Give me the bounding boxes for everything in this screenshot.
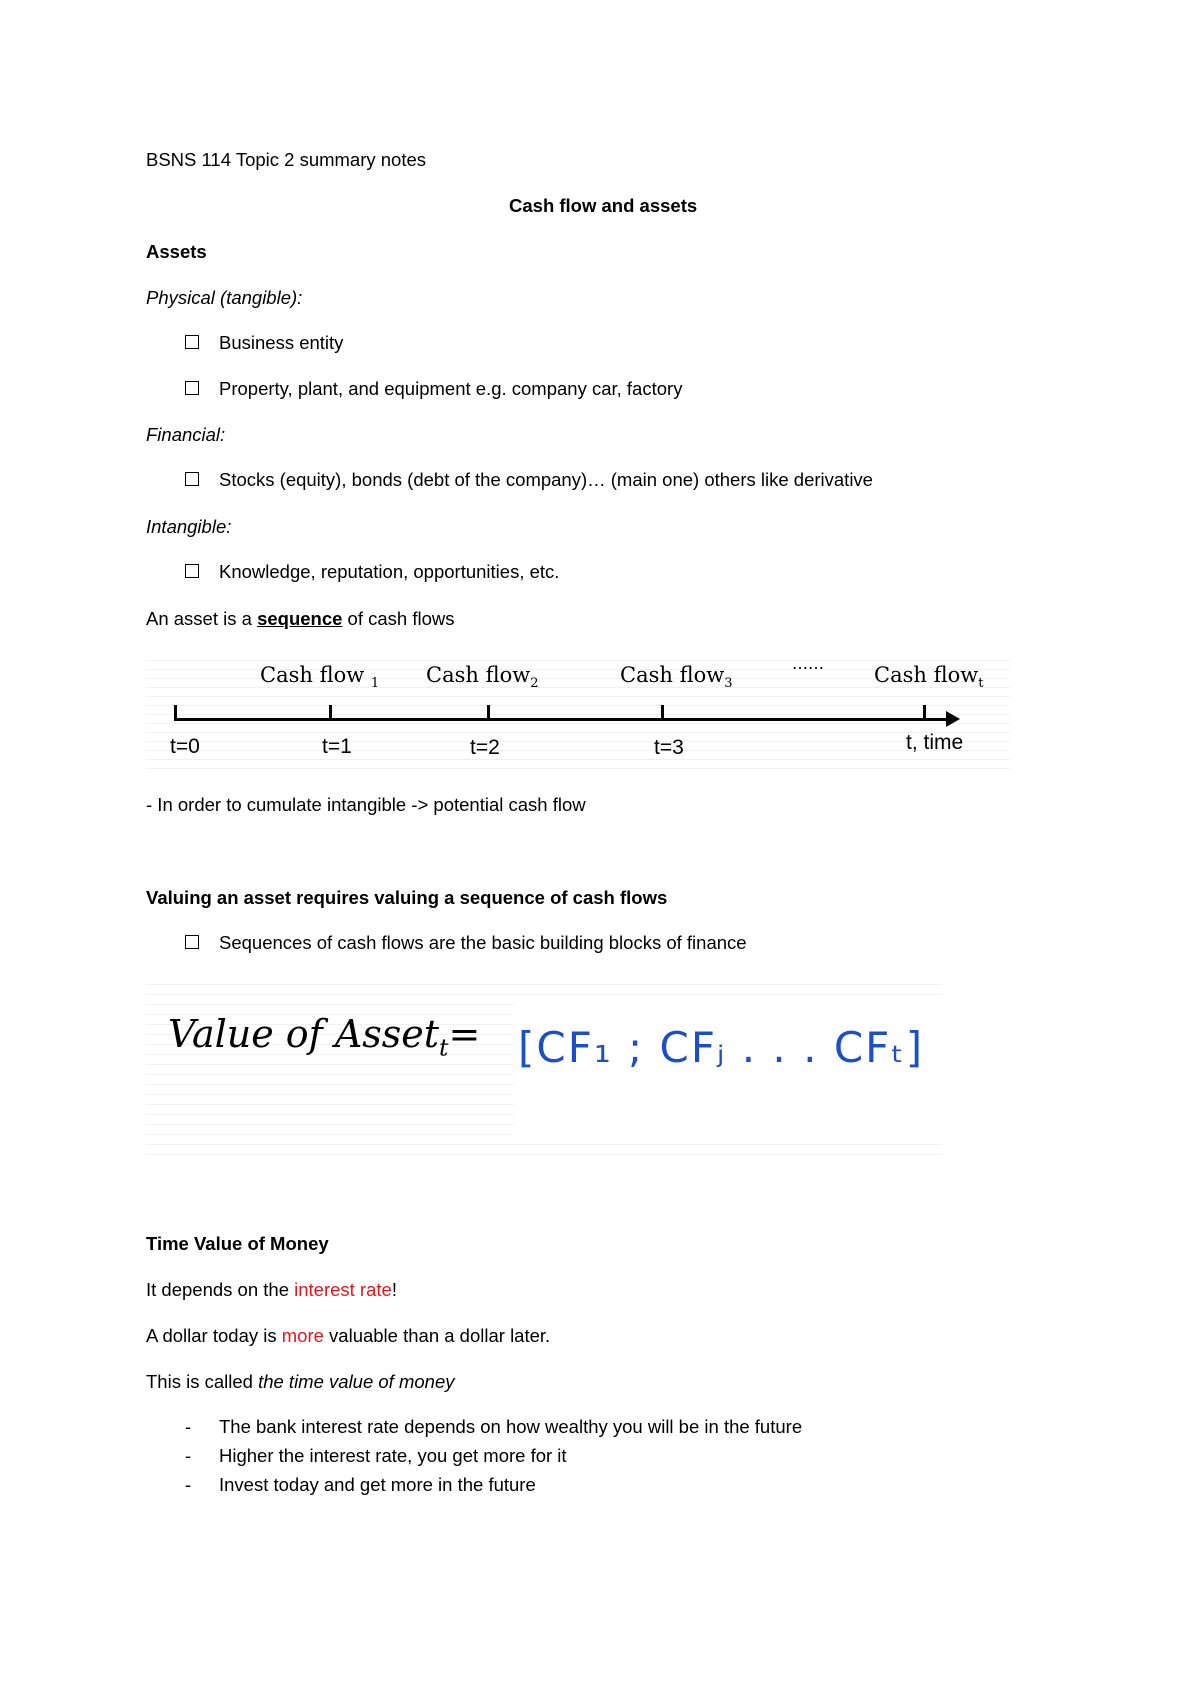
tvm-bullet: Invest today and get more in the future [219, 1474, 536, 1495]
valuing-heading: Valuing an asset requires valuing a sequence of cash flows [146, 887, 668, 908]
bullet-dash: - [185, 1474, 192, 1495]
timeline-tick [329, 705, 332, 720]
timeline-tick-label: t=2 [470, 736, 500, 759]
financial-label: Financial: [146, 424, 226, 445]
financial-item: Stocks (equity), bonds (debt of the company)… (main one) others like derivative [219, 469, 873, 490]
timeline-tick-label: t=0 [170, 735, 200, 758]
sequence-line: An asset is a sequence of cash flows [146, 608, 455, 629]
tvm-line-2: A dollar today is more valuable than a dollar later. [146, 1325, 551, 1346]
intangible-note: - In order to cumulate intangible -> potential cash flow [146, 794, 586, 815]
intangible-item: Knowledge, reputation, opportunities, etc. [219, 561, 560, 582]
arrow-right-icon [946, 711, 960, 727]
timeline-ellipsis: …… [792, 654, 824, 673]
timeline-tick [174, 705, 177, 720]
valuing-item: Sequences of cash flows are the basic building blocks of finance [219, 932, 747, 953]
checkbox-icon [185, 935, 199, 949]
formula-lhs: Value of Asset$_t$= [168, 1012, 481, 1062]
sequence-word: sequence [257, 608, 343, 629]
physical-label: Physical (tangible): [146, 287, 303, 308]
doc-title: Cash flow and assets [509, 195, 698, 216]
timeline-tick [487, 705, 490, 720]
formula-handwritten: [CF₁ ; CFⱼ . . . CFₜ] [518, 1023, 925, 1072]
timeline-label: Cash flow$_3$ [620, 663, 733, 692]
timeline-label: Cash flow$_t$ [874, 663, 984, 692]
tvm-heading: Time Value of Money [146, 1233, 329, 1254]
physical-item: Property, plant, and equipment e.g. company car, factory [219, 378, 683, 399]
tvm-bullet: Higher the interest rate, you get more for it [219, 1445, 567, 1466]
value-of-asset-formula [146, 975, 942, 1155]
timeline-tick-label: t=1 [322, 735, 352, 758]
tvm-line-3: This is called the time value of money [146, 1371, 455, 1392]
timeline-tick-label: t=3 [654, 736, 684, 759]
timeline-label: Cash flow $_1$ [260, 663, 380, 692]
timeline-tick [923, 705, 926, 720]
intangible-label: Intangible: [146, 516, 232, 537]
tvm-line-1: It depends on the interest rate! [146, 1279, 397, 1300]
assets-heading: Assets [146, 241, 207, 262]
timeline-axis [174, 718, 952, 721]
checkbox-icon [185, 564, 199, 578]
checkbox-icon [185, 472, 199, 486]
bullet-dash: - [185, 1416, 192, 1437]
tvm-bullet: The bank interest rate depends on how wealthy you will be in the future [219, 1416, 803, 1437]
physical-item: Business entity [219, 332, 344, 353]
checkbox-icon [185, 335, 199, 349]
timeline-tick-label: t, time [906, 731, 964, 754]
cash-flow-timeline [146, 652, 1010, 770]
timeline-label: Cash flow$_2$ [426, 663, 539, 692]
checkbox-icon [185, 381, 199, 395]
bullet-dash: - [185, 1445, 192, 1466]
doc-header: BSNS 114 Topic 2 summary notes [146, 149, 427, 170]
timeline-tick [661, 705, 664, 720]
